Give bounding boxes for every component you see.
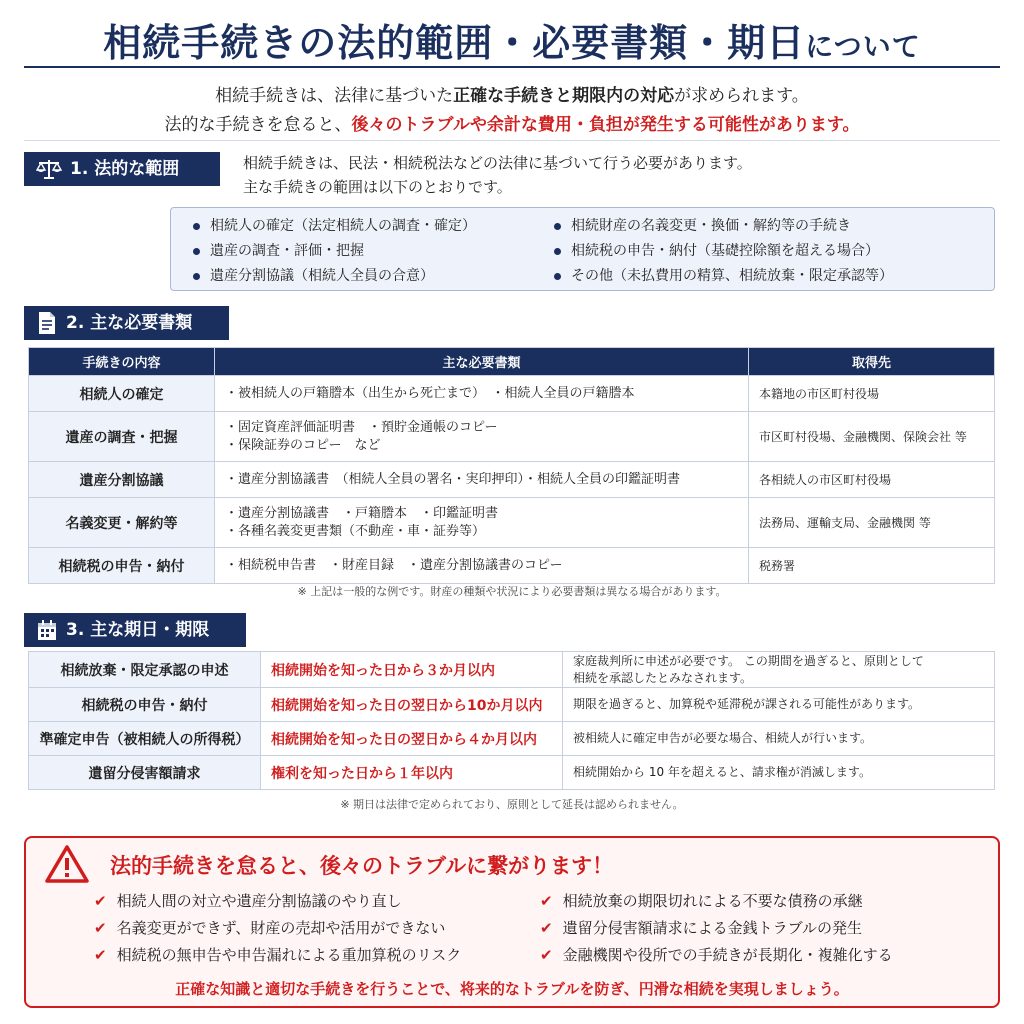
note-line: 家庭裁判所に申述が必要です。 この期間を過ぎると、原則として xyxy=(573,653,924,668)
procedure-cell: 名義変更・解約等 xyxy=(29,498,215,548)
section-3-title: 3. 主な期日・期限 xyxy=(66,620,210,640)
bullet-icon xyxy=(193,273,200,280)
list-item-text: 相続税の無申告や申告漏れによる重加算税のリスク xyxy=(116,946,462,964)
documents-line: ・各種名義変更書類（不動産・車・証券等） xyxy=(225,523,486,539)
check-icon: ✔ xyxy=(94,892,107,910)
section-2-title: 2. 主な必要書類 xyxy=(66,313,193,333)
table-row xyxy=(29,756,995,790)
intro-text: 。 xyxy=(842,115,860,135)
bullet-icon xyxy=(193,248,200,255)
list-item-text: 遺産の調査・評価・把握 xyxy=(210,243,364,259)
table-row xyxy=(29,462,995,498)
table-row xyxy=(29,376,995,412)
deadlines-table xyxy=(28,651,995,790)
documents-line: ・遺産分割協議書 ・戸籍謄本 ・印鑑証明書 xyxy=(225,505,499,521)
procedure-cell: 相続税の申告・納付 xyxy=(29,688,261,722)
deadline-note-cell: 期限を過ぎると、加算税や延滞税が課される可能性があります。 xyxy=(563,688,995,722)
title-main: 相続手続きの法的範囲・必要書類・期日 xyxy=(103,21,806,65)
intro-emphasis: 正確な手続きと期限内の対応 xyxy=(453,86,675,106)
warning-footer: 正確な知識と適切な手続きを行うことで、将来的なトラブルを防ぎ、円滑な相続を実現しましょう。 xyxy=(175,980,849,998)
documents-line: ・保険証券のコピー など xyxy=(225,437,381,453)
bullet-icon xyxy=(554,248,561,255)
list-item-text: その他（未払費用の精算、相続放棄・限定承認等） xyxy=(571,268,893,284)
list-item xyxy=(193,264,476,289)
bullet-icon xyxy=(554,223,561,230)
source-cell: 税務署 xyxy=(749,548,995,584)
intro-text: が求められます。 xyxy=(674,86,809,106)
section-1-text-1: 相続手続きは、民法・相続税法などの法律に基づいて行う必要があります。 xyxy=(243,154,752,172)
documents-cell xyxy=(215,548,749,584)
scope-list-left xyxy=(193,214,476,289)
bullet-icon xyxy=(193,223,200,230)
note-line: 相続を承認したとみなされます。 xyxy=(573,670,753,685)
list-item xyxy=(193,214,476,239)
table-row xyxy=(29,498,995,548)
check-icon: ✔ xyxy=(94,946,107,964)
section-1-text-2: 主な手続きの範囲は以下のとおりです。 xyxy=(243,178,512,196)
list-item xyxy=(94,942,461,969)
warning-list-left xyxy=(94,888,461,969)
procedure-cell: 相続税の申告・納付 xyxy=(29,548,215,584)
deadline-cell: 相続開始を知った日の翌日から10か月以内 xyxy=(261,688,563,722)
procedure-cell: 遺産の調査・把握 xyxy=(29,412,215,462)
documents-line: ・固定資産評価証明書 ・預貯金通帳のコピー xyxy=(225,419,498,435)
table-row xyxy=(29,722,995,756)
section-1-title: 1. 法的な範囲 xyxy=(70,159,180,179)
deadline-note-cell: 被相続人に確定申告が必要な場合、相続人が行います。 xyxy=(563,722,995,756)
deadlines-note: ※ 期日は法律で定められており、原則として延長は認められません。 xyxy=(340,798,684,811)
documents-line: ・遺産分割協議書 （相続人全員の署名・実印押印）・相続人全員の印鑑証明書 xyxy=(225,471,681,487)
list-item-text: 相続人間の対立や遺産分割協議のやり直し xyxy=(116,892,402,910)
list-item-text: 金融機関や役所での手続きが長期化・複雑化する xyxy=(562,946,893,964)
list-item xyxy=(193,239,476,264)
list-item-text: 遺留分侵害額請求による金銭トラブルの発生 xyxy=(562,919,862,937)
deadline-cell: 相続開始を知った日の翌日から４か月以内 xyxy=(261,722,563,756)
table-row xyxy=(29,652,995,688)
list-item xyxy=(540,888,893,915)
documents-cell xyxy=(215,498,749,548)
documents-line: ・相続税申告書 ・財産目録 ・遺産分割協議書のコピー xyxy=(225,557,563,573)
documents-line: ・被相続人の戸籍謄本（出生から死亡まで） ・相続人全員の戸籍謄本 xyxy=(225,385,635,401)
calendar-icon xyxy=(36,619,58,641)
warning-box xyxy=(24,836,1000,1008)
intro-divider xyxy=(24,140,1000,141)
scope-list-box xyxy=(170,207,995,291)
procedure-cell: 遺産分割協議 xyxy=(29,462,215,498)
column-header: 取得先 xyxy=(749,348,995,376)
procedure-cell: 準確定申告（被相続人の所得税） xyxy=(29,722,261,756)
intro xyxy=(0,82,1024,140)
section-3-badge xyxy=(24,613,246,647)
scope-list-right xyxy=(554,214,893,289)
list-item xyxy=(540,915,893,942)
list-item-text: 相続税の申告・納付（基礎控除額を超える場合） xyxy=(571,243,879,259)
page-title xyxy=(0,12,1024,67)
title-divider xyxy=(24,66,1000,68)
deadline-cell: 権利を知った日から１年以内 xyxy=(261,756,563,790)
source-cell: 法務局、運輸支局、金融機関 等 xyxy=(749,498,995,548)
warning-title: 法的手続きを怠ると、後々のトラブルに繋がります！ xyxy=(110,854,614,878)
source-cell: 市区町村役場、金融機関、保険会社 等 xyxy=(749,412,995,462)
scales-icon xyxy=(36,158,62,180)
table-header-row xyxy=(29,348,995,376)
deadline-cell: 相続開始を知った日から３か月以内 xyxy=(261,652,563,688)
list-item xyxy=(554,214,893,239)
column-header: 手続きの内容 xyxy=(29,348,215,376)
list-item xyxy=(540,942,893,969)
documents-cell xyxy=(215,376,749,412)
section-1-badge xyxy=(24,152,220,186)
check-icon: ✔ xyxy=(540,919,553,937)
column-header: 主な必要書類 xyxy=(215,348,749,376)
source-cell: 各相続人の市区町村役場 xyxy=(749,462,995,498)
intro-warning: 後々のトラブルや余計な費用・負担が発生する可能性があります xyxy=(351,115,843,135)
section-2-badge xyxy=(24,306,229,340)
section-1-description xyxy=(243,151,752,199)
intro-line-2 xyxy=(0,111,1024,140)
intro-text: 相続手続きは、法律に基づいた xyxy=(215,86,454,106)
warning-icon xyxy=(44,844,90,884)
bullet-icon xyxy=(554,273,561,280)
list-item xyxy=(94,915,461,942)
list-item xyxy=(554,239,893,264)
list-item xyxy=(554,264,893,289)
procedure-cell: 遺留分侵害額請求 xyxy=(29,756,261,790)
documents-note: ※ 上記は一般的な例です。財産の種類や状況により必要書類は異なる場合があります。 xyxy=(297,585,727,598)
check-icon: ✔ xyxy=(94,919,107,937)
procedure-cell: 相続人の確定 xyxy=(29,376,215,412)
deadline-note-cell xyxy=(563,652,995,688)
source-cell: 本籍地の市区町村役場 xyxy=(749,376,995,412)
documents-table xyxy=(28,347,995,584)
title-suffix: について xyxy=(805,30,921,63)
list-item xyxy=(94,888,461,915)
procedure-cell: 相続放棄・限定承認の申述 xyxy=(29,652,261,688)
check-icon: ✔ xyxy=(540,892,553,910)
documents-cell xyxy=(215,412,749,462)
table-row xyxy=(29,688,995,722)
document-icon xyxy=(36,311,58,335)
list-item-text: 相続人の確定（法定相続人の調査・確定） xyxy=(210,218,476,234)
table-row xyxy=(29,548,995,584)
warning-list-right xyxy=(540,888,893,969)
intro-line-1 xyxy=(0,82,1024,111)
intro-text: 法的な手続きを怠ると、 xyxy=(164,115,352,135)
deadline-note-cell: 相続開始から 10 年を超えると、請求権が消滅します。 xyxy=(563,756,995,790)
list-item-text: 相続財産の名義変更・換価・解約等の手続き xyxy=(571,218,851,234)
list-item-text: 名義変更ができず、財産の売却や活用ができない xyxy=(116,919,446,937)
check-icon: ✔ xyxy=(540,946,553,964)
documents-cell xyxy=(215,462,749,498)
list-item-text: 相続放棄の期限切れによる不要な債務の承継 xyxy=(562,892,863,910)
table-row xyxy=(29,412,995,462)
list-item-text: 遺産分割協議（相続人全員の合意） xyxy=(210,268,434,284)
